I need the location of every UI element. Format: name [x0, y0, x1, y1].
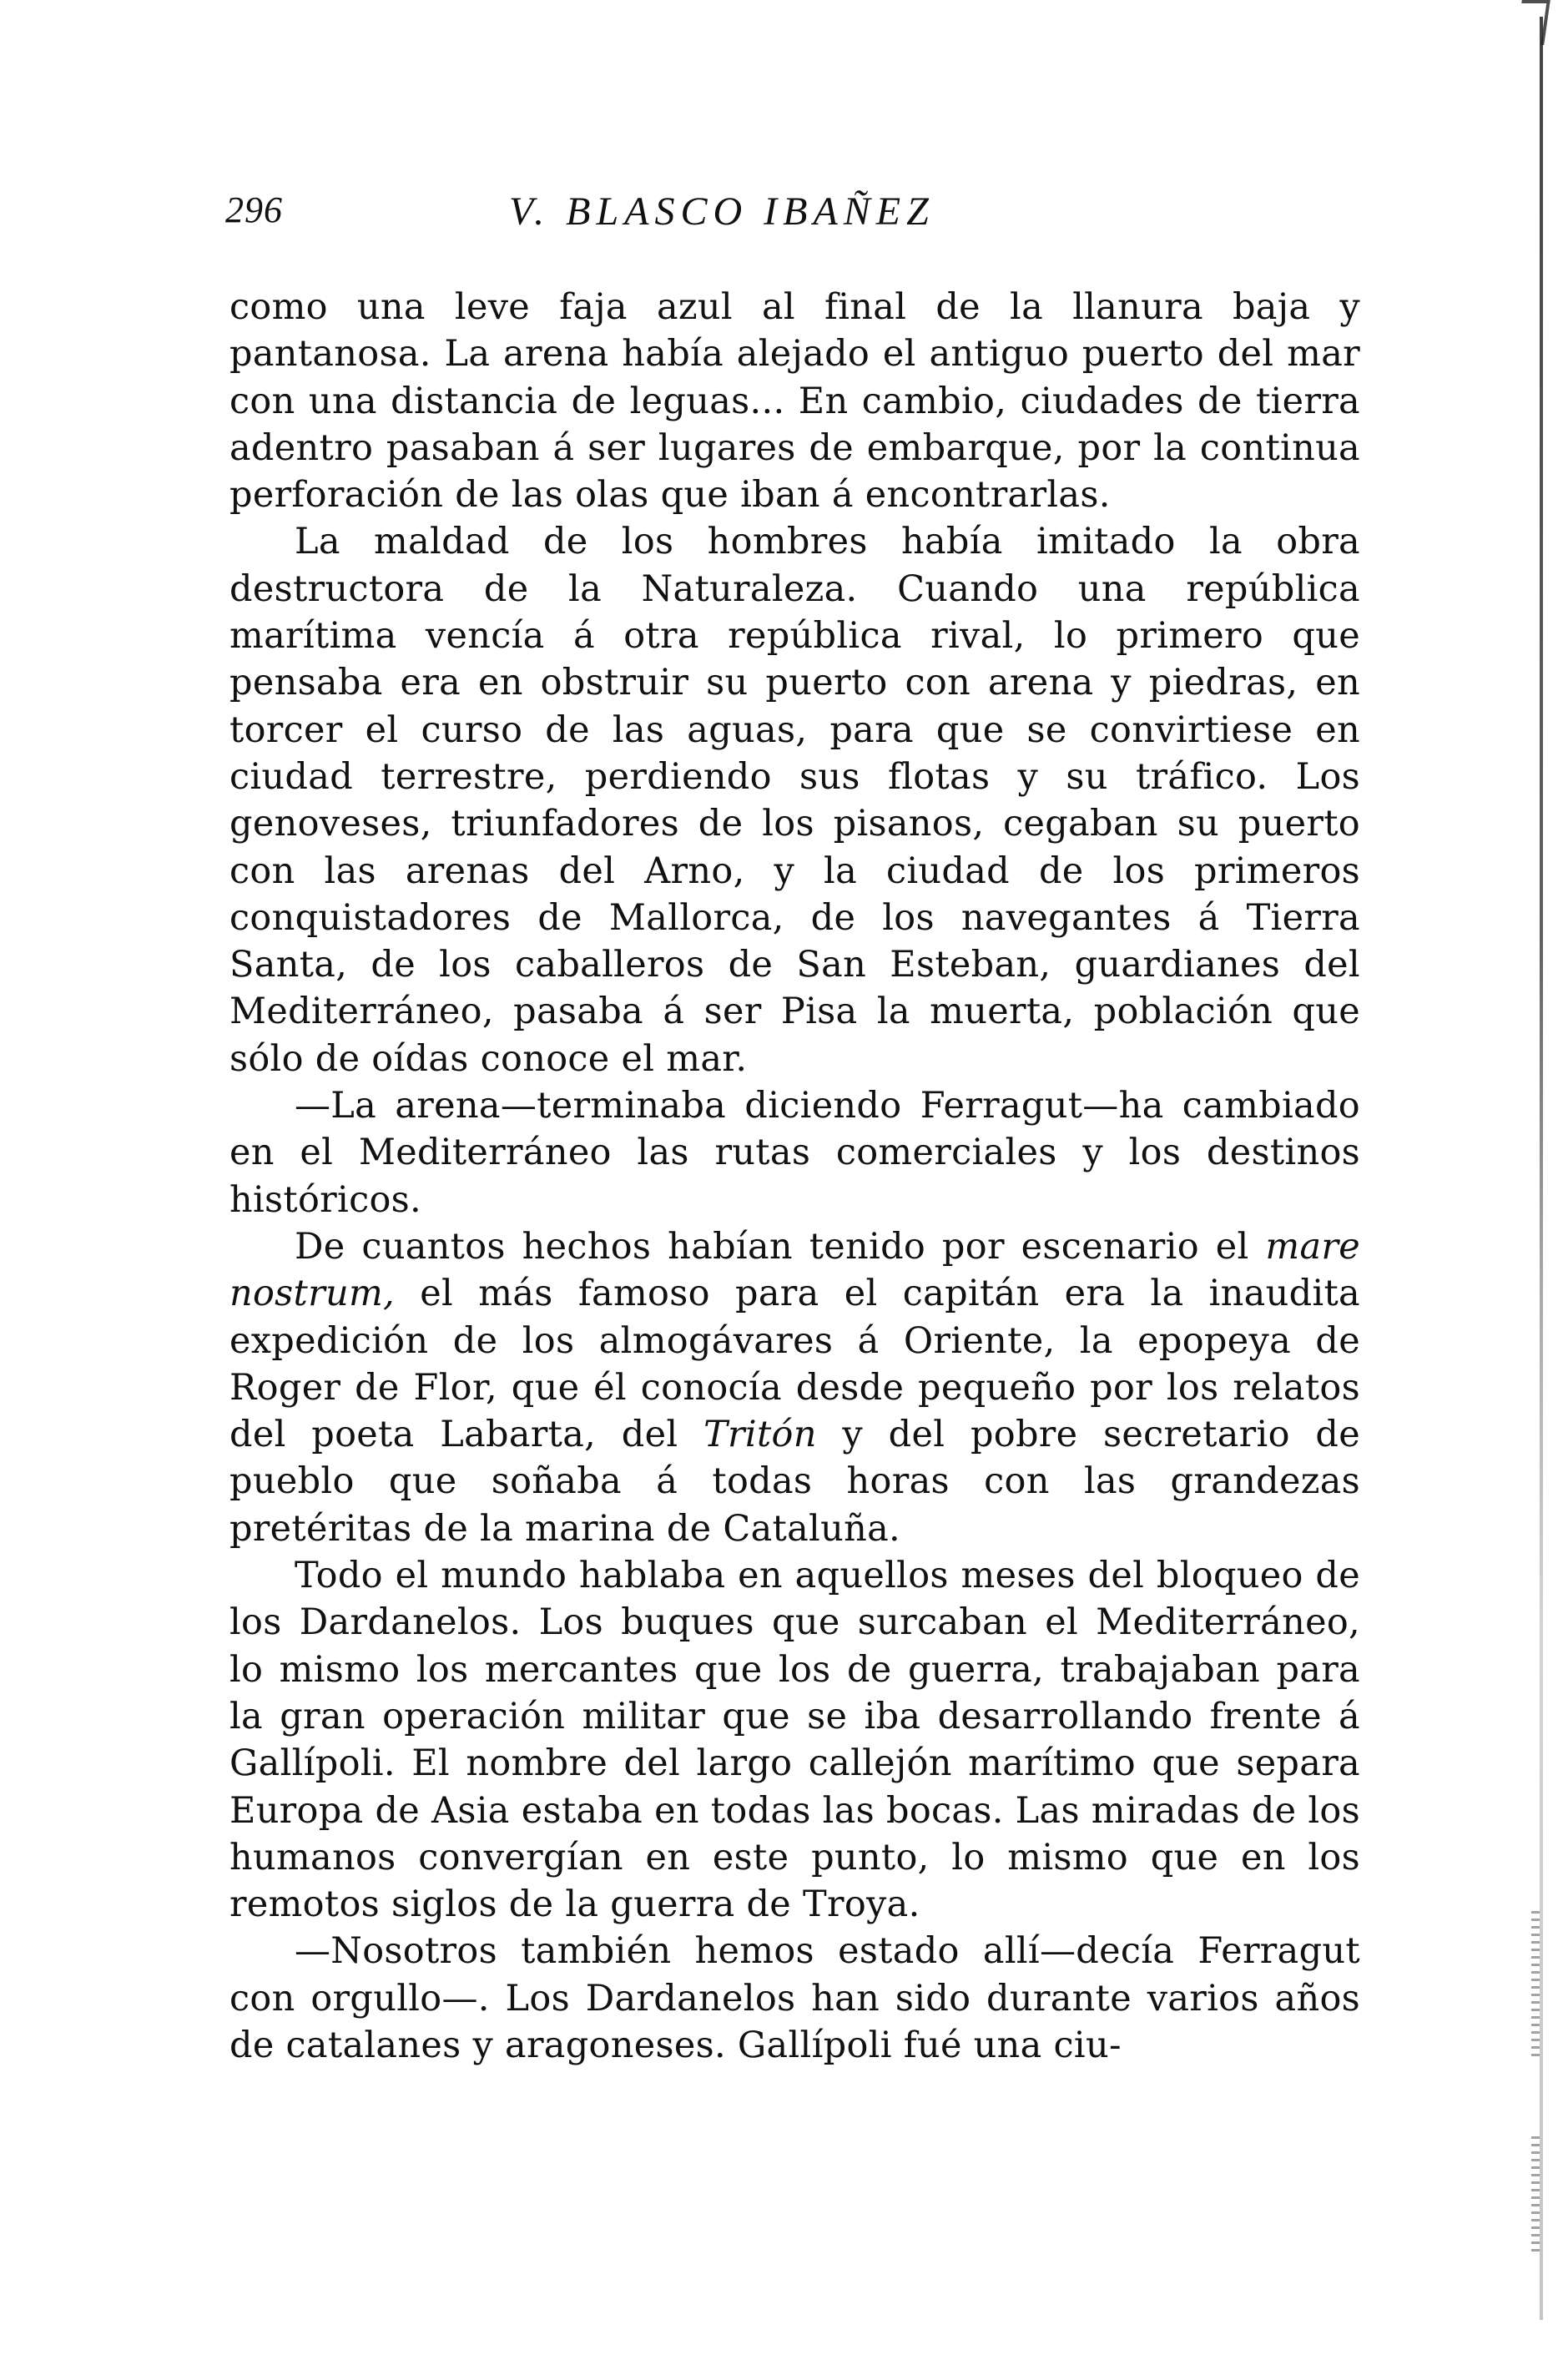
paragraph-4-part-1: De cuantos hechos habían tenido por escenario el — [295, 1225, 1266, 1268]
paragraph-6: —Nosotros también hemos estado allí—decía Ferragut con orgullo—. Los Dardanelos han sido durante varios años de catalanes y aragoneses. Gallípoli fué una ciu- — [229, 1930, 1360, 2066]
italic-triton: Tritón — [703, 1414, 817, 1456]
running-title: V. BLASCO IBAÑEZ — [509, 189, 935, 234]
paragraph-4 — [229, 1223, 1360, 1552]
scan-edge-speckle — [1531, 1911, 1540, 2061]
scan-edge-line — [1540, 17, 1543, 2320]
paragraph-1: como una leve faja azul al final de la llanura baja y pantanosa. La arena había alejado el antiguo puerto del mar con una distancia de leguas... En cambio, ciudades de tierra adentro pasaban á ser lugares de embarque, por la continua perforación de las olas que iban á encontrarlas. — [229, 286, 1360, 517]
paragraph-4-part-3: y del pobre secretario de pueblo que soñaba á todas horas con las grandezas pretéritas de la marina de Cataluña. — [229, 1414, 1360, 1550]
page-header — [225, 189, 1360, 247]
paragraph-3: —La arena—terminaba diciendo Ferragut—ha cambiado en el Mediterráneo las rutas comerciales y los destinos históricos. — [229, 1085, 1360, 1221]
paragraph-4-part-2: el más famoso para el capitán era la inaudita expedición de los almogávares á Oriente, la epopeya de Roger de Flor, que él conocía desde pequeño por los relatos del poeta Labarta, del — [229, 1273, 1360, 1456]
scan-edge-mark — [1515, 0, 1550, 45]
scan-edge-speckle — [1531, 2136, 1540, 2253]
page-number: 296 — [225, 189, 283, 230]
paragraph-2: La maldad de los hombres había imitado la obra destructora de la Naturaleza. Cuando una república marítima vencía á otra república rival, lo primero que pensaba era en obstruir su puerto con arena y piedras, en torcer el curso de las aguas, para que se convirtiese en ciudad terrestre, perdiendo sus flotas y su tráfico. Los genoveses, triunfadores de los pisanos, cegaban su puerto con las arenas del Arno, y la ciudad de los primeros conquistadores de Mallorca, de los navegantes á Tierra Santa, de los caballeros de San Esteban, guardianes del Mediterráneo, pasaba á ser Pisa la muerta, población que sólo de oídas conoce el mar. — [229, 521, 1360, 1080]
italic-mare-nostrum: mare nostrum, — [229, 1225, 1360, 1315]
paragraph-5: Todo el mundo hablaba en aquellos meses del bloqueo de los Dardanelos. Los buques que surcaban el Mediterráneo, lo mismo los mercantes que los de guerra, trabajaban para la gran operación militar que se iba desarrollando frente á Gallípoli. El nombre del largo callejón marítimo que separa Europa de Asia estaba en todas las bocas. Las miradas de los humanos convergían en este punto, lo mismo que en los remotos siglos de la guerra de Troya. — [229, 1555, 1360, 1926]
body-text — [229, 284, 1360, 2069]
